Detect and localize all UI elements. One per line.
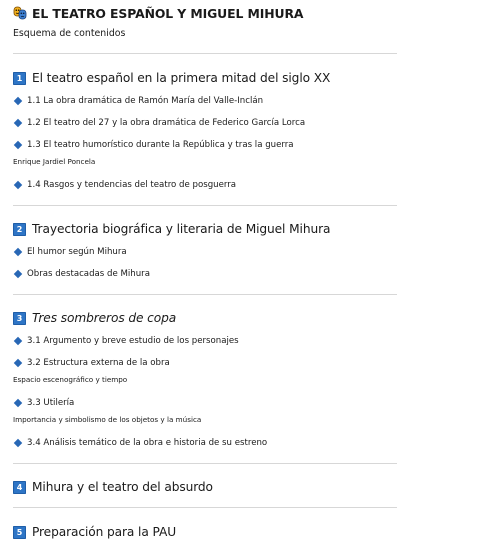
theater-masks-icon [13,6,27,20]
divider [13,53,397,54]
list-item[interactable]: 1.4 Rasgos y tendencias del teatro de posguerra [13,179,236,191]
item-note: Espacio escenográfico y tiempo [13,375,128,384]
section-number-badge: 2 [13,223,26,236]
diamond-bullet-icon [14,439,22,447]
list-item[interactable]: 3.4 Análisis temático de la obra e historia de su estreno [13,437,267,449]
section-title: El teatro español en la primera mitad del siglo XX [32,71,331,85]
section-number-badge: 4 [13,481,26,494]
diamond-bullet-icon [14,119,22,127]
document-header [13,5,303,21]
diamond-bullet-icon [14,181,22,189]
diamond-bullet-icon [14,399,22,407]
page-title: EL TEATRO ESPAÑOL Y MIGUEL MIHURA [32,5,304,21]
section-5-heading[interactable] [13,524,176,540]
diamond-bullet-icon [14,337,22,345]
list-item[interactable]: 1.3 El teatro humorístico durante la República y tras la guerra [13,139,294,151]
list-item[interactable]: 3.1 Argumento y breve estudio de los personajes [13,335,239,347]
section-title: Preparación para la PAU [32,525,177,539]
section-3-heading[interactable] [13,310,176,326]
section-2-heading[interactable] [13,221,330,237]
item-note: Importancia y simbolismo de los objetos y la música [13,415,202,424]
diamond-bullet-icon [14,359,22,367]
page-subtitle: Esquema de contenidos [13,28,126,39]
list-item[interactable]: 1.1 La obra dramática de Ramón María del Valle-Inclán [13,95,263,107]
diamond-bullet-icon [14,141,22,149]
section-number-badge: 3 [13,312,26,325]
section-number-badge: 1 [13,72,26,85]
diamond-bullet-icon [14,270,22,278]
list-item[interactable]: 1.2 El teatro del 27 y la obra dramática de Federico García Lorca [13,117,305,129]
divider [13,205,397,206]
section-number-badge: 5 [13,526,26,539]
section-title: Mihura y el teatro del absurdo [32,480,213,494]
list-item[interactable]: 3.2 Estructura externa de la obra [13,357,170,369]
section-title: Trayectoria biográfica y literaria de Miguel Mihura [32,222,331,236]
section-title: Tres sombreros de copa [32,311,177,325]
diamond-bullet-icon [14,248,22,256]
section-4-heading[interactable] [13,479,213,495]
list-item[interactable]: El humor según Mihura [13,246,127,258]
list-item[interactable]: 3.3 Utilería [13,397,74,409]
list-item[interactable]: Obras destacadas de Mihura [13,268,150,280]
divider [13,463,397,464]
divider [13,294,397,295]
divider [13,507,397,508]
item-note: Enrique Jardiel Poncela [13,157,96,166]
section-1-heading[interactable] [13,70,330,86]
diamond-bullet-icon [14,97,22,105]
